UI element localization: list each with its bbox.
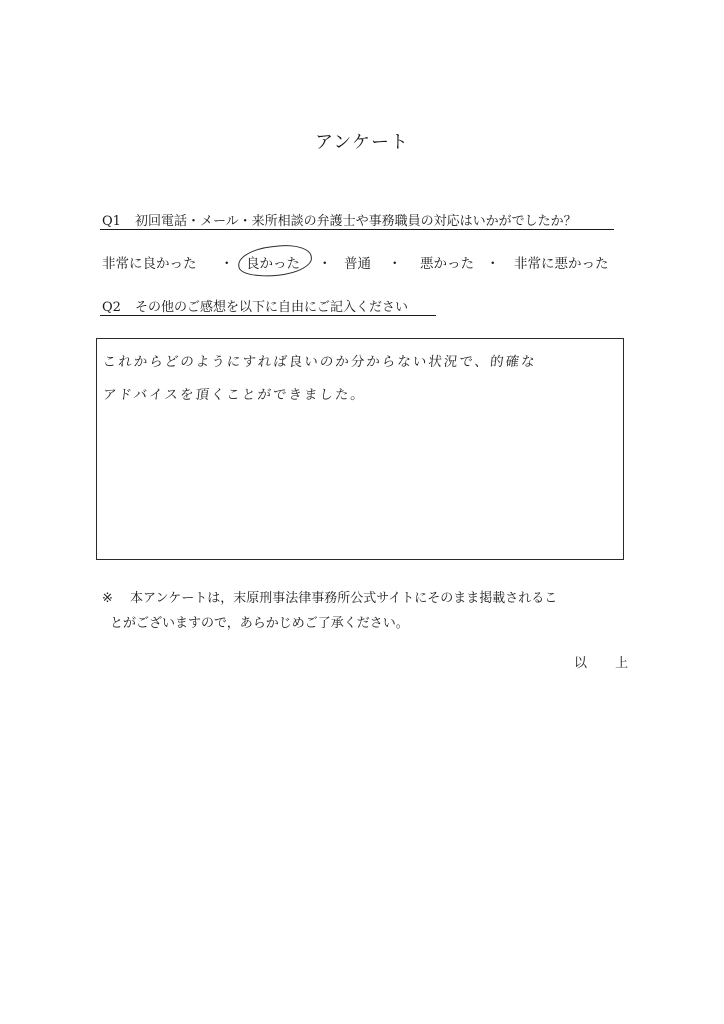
question-1-number: Q1 — [102, 214, 121, 229]
option-separator: ・ — [318, 256, 332, 272]
note-mark: ※ — [102, 591, 113, 606]
selected-answer-circle — [237, 242, 314, 280]
option-separator: ・ — [486, 256, 500, 272]
option-separator: ・ — [388, 256, 402, 272]
question-2-text: その他のご感想を以下に自由にご記入ください — [134, 300, 408, 315]
question-1-underline — [100, 229, 614, 230]
option-very-bad[interactable]: 非常に悪かった — [514, 256, 609, 272]
handwritten-answer-line-1: これからどのようにすれば良いのか分からない状況で、的確な — [101, 354, 538, 370]
closing-text: 以 上 — [574, 656, 641, 671]
note-line-2: とがございますので，あらかじめご了承ください。 — [110, 616, 409, 631]
option-average[interactable]: 普通 — [344, 256, 371, 272]
free-comment-box[interactable] — [96, 338, 624, 560]
note-line-1: 本アンケートは，末原刑事法律事務所公式サイトにそのまま掲載されるこ — [130, 591, 558, 606]
question-2-number: Q2 — [102, 300, 121, 315]
option-separator: ・ — [220, 256, 234, 272]
question-1-text: 初回電話・メール・来所相談の弁護士や事務職員の対応はいかがでしたか？ — [134, 214, 577, 229]
question-2-underline — [100, 315, 436, 316]
handwritten-answer-line-2: アドバイスを頂くことができました。 — [101, 387, 367, 403]
option-bad[interactable]: 悪かった — [420, 256, 474, 272]
option-very-good[interactable]: 非常に良かった — [102, 256, 197, 272]
option-good[interactable]: 良かった — [246, 256, 300, 272]
question-1 — [102, 210, 577, 229]
question-2 — [102, 296, 408, 315]
page-title: アンケート — [315, 132, 409, 153]
